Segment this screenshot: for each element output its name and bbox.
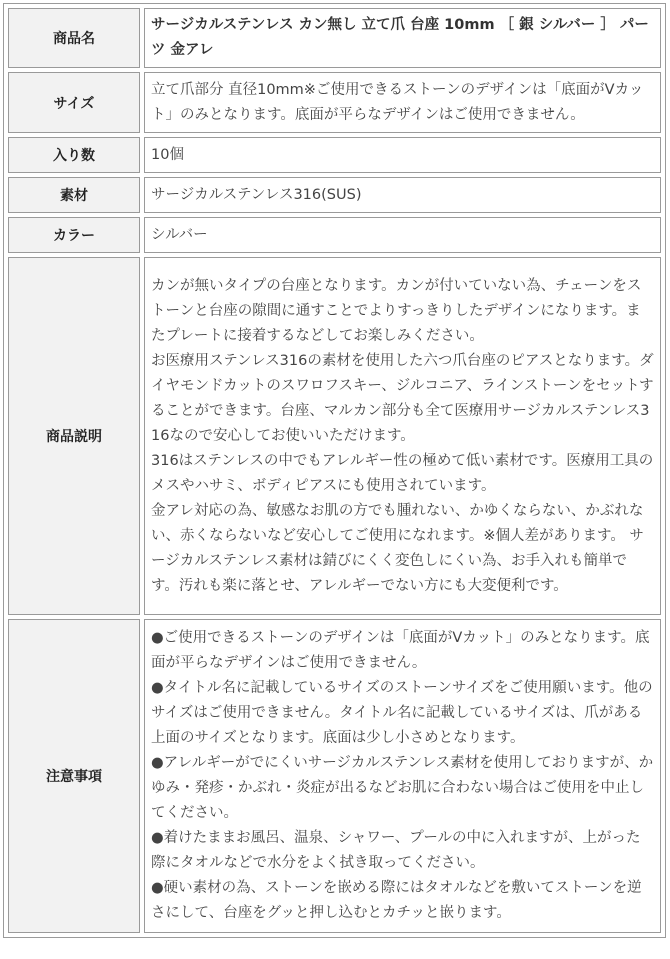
row-size [8,72,661,133]
description-paragraph: 金アレ対応の為、敏感なお肌の方でも腫れない、かゆくならない、かぶれない、赤くならないなど安心してご使用になれます。※個人差があります。 サージカルステンレス素材は錆びにくく変色しにくい為、お手入れも簡単です。汚れも楽に落とせ、アレルギーでない方にも大変便利です。 [151,502,644,594]
notes-item: ●着けたままお風呂、温泉、シャワー、プールの中に入れますが、上がった際にタオルなどで水分をよく拭き取ってください。 [151,830,641,871]
value-description [144,257,661,615]
notes-item: ●タイトル名に記載しているサイズのストーンサイズをご使用願います。他のサイズはご使用できません。タイトル名に記載しているサイズは、爪がある上面のサイズとなります。底面は少し小さめとなります。 [151,680,653,746]
description-paragraph: お医療用ステンレス316の素材を使用した六つ爪台座のピアスとなります。ダイヤモンドカットのスワロフスキー、ジルコニア、ラインストーンをセットすることができます。台座、マルカン部分も全て医療用サージカルステンレス316なので安心してお使いいただけます。 [151,352,654,444]
label-description: 商品説明 [8,257,140,615]
value-color: シルバー [144,217,661,253]
row-material [8,177,661,213]
label-material: 素材 [8,177,140,213]
label-size: サイズ [8,72,140,133]
value-size: 立て爪部分 直径10mm※ご使用できるストーンのデザインは「底面がVカット」のみとなります。底面が平らなデザインはご使用できません。 [144,72,661,133]
row-product-name [8,8,661,68]
row-color [8,217,661,253]
description-paragraph: 316はステンレスの中でもアレルギー性の極めて低い素材です。医療用工具のメスやハサミ、ボディピアスにも使用されています。 [151,452,654,494]
label-notes: 注意事項 [8,619,140,933]
label-product-name: 商品名 [8,8,140,68]
row-description [8,257,661,615]
row-quantity [8,137,661,173]
value-notes [144,619,661,933]
label-quantity: 入り数 [8,137,140,173]
label-color: カラー [8,217,140,253]
value-product-name: サージカルステンレス カン無し 立て爪 台座 10mm ［ 銀 シルバー ］ パーツ 金アレ [144,8,661,68]
product-spec-table [3,3,666,938]
value-material: サージカルステンレス316(SUS) [144,177,661,213]
notes-item: ●硬い素材の為、ストーンを嵌める際にはタオルなどを敷いてストーンを逆さにして、台座をグッと押し込むとカチッと嵌ります。 [151,880,642,921]
notes-item: ●ご使用できるストーンのデザインは「底面がVカット」のみとなります。底面が平らなデザインはご使用できません。 [151,630,650,671]
description-paragraph: カンが無いタイプの台座となります。カンが付いていない為、チェーンをストーンと台座の隙間に通すことでよりすっきりしたデザインになります。またプレートに接着するなどしてお楽しみください。 [151,277,642,344]
value-quantity: 10個 [144,137,661,173]
notes-item: ●アレルギーがでにくいサージカルステンレス素材を使用しておりますが、かゆみ・発疹・かぶれ・炎症が出るなどお肌に合わない場合はご使用を中止してください。 [151,755,654,821]
row-notes [8,619,661,933]
